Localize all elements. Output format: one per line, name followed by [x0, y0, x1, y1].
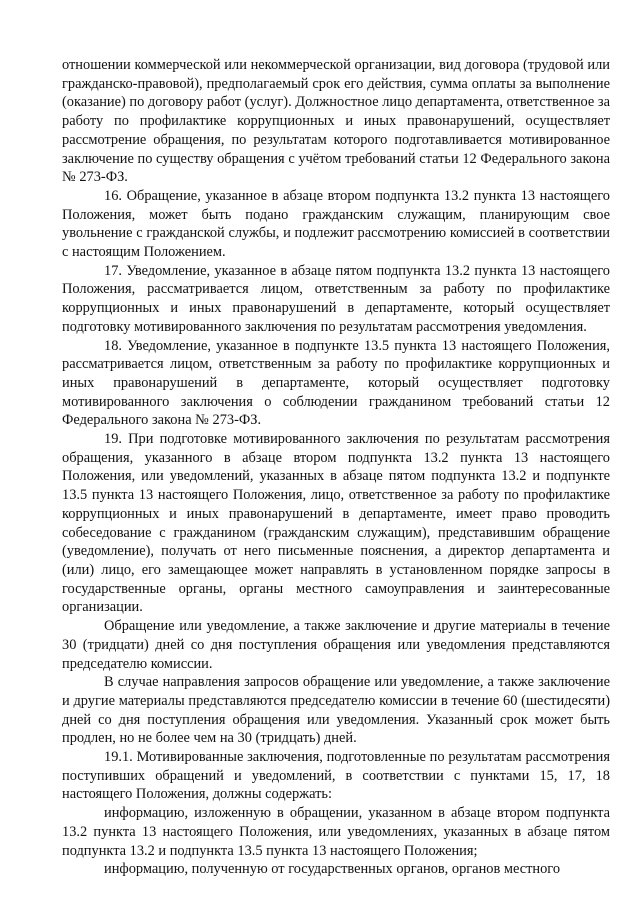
- paragraph-item-19-1-info-gosorgany: информацию, полученную от государственных органов, органов местного: [104, 861, 561, 878]
- paragraph-item-19-extended-term: В случае направления запросов обращение или уведомление, а также заключение и другие материалы представляются председателю комиссии в течение 60 (шестидесяти) дней со дня поступления обращения или уведомления. Указанный срок может быть продлен, но не более чем на 30 (тридцать) дней.: [62, 674, 610, 747]
- document-page: [62, 56, 610, 879]
- paragraph-item-17: 17. Уведомление, указанное в абзаце пятом подпункта 13.2 пункта 13 настоящего Положения, рассматривается лицом, ответственным за работу по профилактике коррупционных и иных правонарушений в департаменте, который осуществляет подготовку мотивированного заключения по результатам рассмотрения уведомления.: [62, 262, 610, 335]
- paragraph-item-18: 18. Уведомление, указанное в подпункте 13.5 пункта 13 настоящего Положения, рассматривается лицом, ответственным за работу по профилактике коррупционных и иных правонарушений в департаменте, который осуществляет подготовку мотивированного заключения о соблюдении гражданином требований статьи 12 Федерального закона № 273-ФЗ.: [62, 337, 610, 429]
- paragraph-continuation: отношении коммерческой или некоммерческой организации, вид договора (трудовой или гражданско-правовой), предполагаемый срок его действия, сумма оплаты за выполнение (оказание) по договору работ (услуг). Должностное лицо департамента, ответственное за работу по профилактике коррупционных и иных правонарушений, осуществляет рассмотрение обращения, по результатам которого подготавливается мотивированное заключение по существу обращения с учётом требований статьи 12 Федерального закона № 273-ФЗ.: [62, 57, 610, 186]
- paragraph-item-19: 19. При подготовке мотивированного заключения по результатам рассмотрения обращения, указанного в абзаце втором подпункта 13.2 пункта 13 настоящего Положения, или уведомлений, указанных в абзаце пятом подпункта 13.2 и подпункте 13.5 пункта 13 настоящего Положения, лицо, ответственное за работу по профилактике коррупционных и иных правонарушений в департаменте, имеет право проводить собеседование с гражданином (гражданским служащим), представившим обращение (уведомление), получать от него письменные пояснения, а директор департамента и (или) лицо, его замещающее может направлять в установленном порядке запросы в государственные органы, органы местного самоуправления и заинтересованные организации.: [62, 431, 610, 616]
- paragraph-item-19-1-info-obrashchenie: информацию, изложенную в обращении, указанном в абзаце втором подпункта 13.2 пункта 13 настоящего Положения, или уведомлениях, указанных в абзаце пятом подпункта 13.2 и подпункта 13.5 пункта 13 настоящего Положения;: [62, 805, 610, 859]
- paragraph-item-16: 16. Обращение, указанное в абзаце втором подпункта 13.2 пункта 13 настоящего Положения, может быть подано гражданским служащим, планирующим свое увольнение с гражданской службы, и подлежит рассмотрению комиссией в соответствии с настоящим Положением.: [62, 187, 610, 261]
- paragraph-item-19-term: Обращение или уведомление, а также заключение и другие материалы в течение 30 (тридцати) дней со дня поступления обращения или уведомления представляются председателю комиссии.: [62, 618, 610, 672]
- paragraph-item-19-1: 19.1. Мотивированные заключения, подготовленные по результатам рассмотрения поступивших обращений и уведомлений, в соответствии с пунктами 15, 17, 18 настоящего Положения, должны содержать:: [62, 749, 610, 803]
